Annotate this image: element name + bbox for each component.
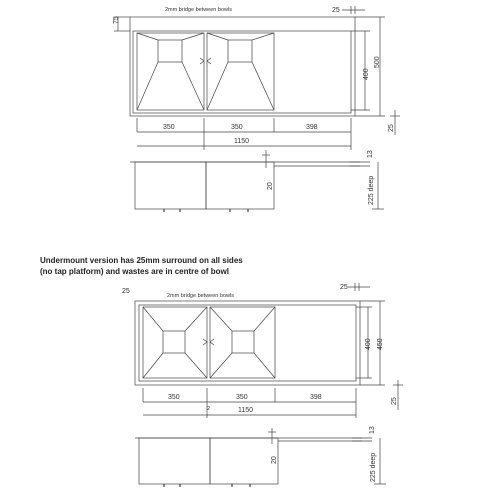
- bottom-plan-view: [122, 283, 403, 418]
- bottom-dim-lip: 13: [369, 426, 376, 434]
- bottom-dim-bowl-right: 350: [236, 394, 248, 401]
- undermount-note: [40, 255, 460, 277]
- bottom-dim-depth: 225 deep: [370, 452, 377, 482]
- bottom-dim-rim: 20: [271, 456, 278, 464]
- bottom-sink-inner-rim: [139, 305, 356, 381]
- top-waste-left: [158, 40, 182, 62]
- top-sink-inner-rim: [133, 31, 351, 113]
- bottom-dim-height-outer: 450: [377, 338, 384, 350]
- top-sink-outline: [130, 17, 355, 116]
- undermount-note-line-2: (no tap platform) and wastes are in centre of bowl: [40, 267, 229, 276]
- bottom-dim-drainer: 398: [310, 394, 322, 401]
- top-bowl-right: [207, 33, 274, 110]
- top-side-elevation: [130, 150, 384, 212]
- top-waste-right: [228, 40, 252, 62]
- top-plan-view: [113, 6, 400, 150]
- bottom-dim-bridge-mark: 2: [207, 406, 211, 412]
- top-bridge-note: 2mm bridge between bowls: [165, 7, 232, 13]
- bottom-waste-left: [163, 331, 185, 353]
- bottom-dim-bottom-offset: 25: [391, 397, 398, 405]
- top-dim-height-inner: 400: [363, 68, 370, 80]
- top-dim-lip: 13: [367, 150, 374, 158]
- top-side-bowl-right: [206, 162, 274, 209]
- bottom-dim-total-width: 1150: [238, 407, 254, 414]
- top-dim-rim: 20: [267, 182, 274, 190]
- top-dim-depth: 225 deep: [368, 175, 375, 205]
- top-dim-total-width: 1150: [234, 138, 250, 145]
- bottom-dim-height-inner: 400: [365, 338, 372, 350]
- bottom-waste-right: [232, 331, 254, 353]
- bottom-dim-bowl-left: 350: [168, 394, 180, 401]
- top-dim-bowl-left: 350: [163, 124, 175, 131]
- top-bowl-left: [137, 33, 204, 110]
- bottom-dim-surround-left: 25: [122, 288, 130, 295]
- bottom-side-bowl-right: [210, 438, 278, 484]
- bottom-side-bowl-left: [139, 438, 210, 484]
- top-dim-bowl-right: 350: [231, 124, 243, 131]
- top-dim-surround: 25: [332, 7, 340, 14]
- bottom-dim-surround-right: 25: [340, 284, 348, 291]
- bottom-sink-outline: [135, 301, 360, 385]
- top-side-bowl-left: [135, 162, 206, 209]
- top-dim-tap-platform: 75: [113, 16, 120, 24]
- top-dim-drainer: 398: [306, 124, 318, 131]
- bottom-side-elevation: [135, 426, 386, 487]
- undermount-note-line-1: Undermount version has 25mm surround on all sides: [40, 256, 243, 265]
- top-dim-height-outer: 500: [374, 56, 381, 68]
- bottom-bridge-note: 2mm bridge between bowls: [167, 293, 234, 299]
- top-dim-bottom-offset: 25: [388, 124, 395, 132]
